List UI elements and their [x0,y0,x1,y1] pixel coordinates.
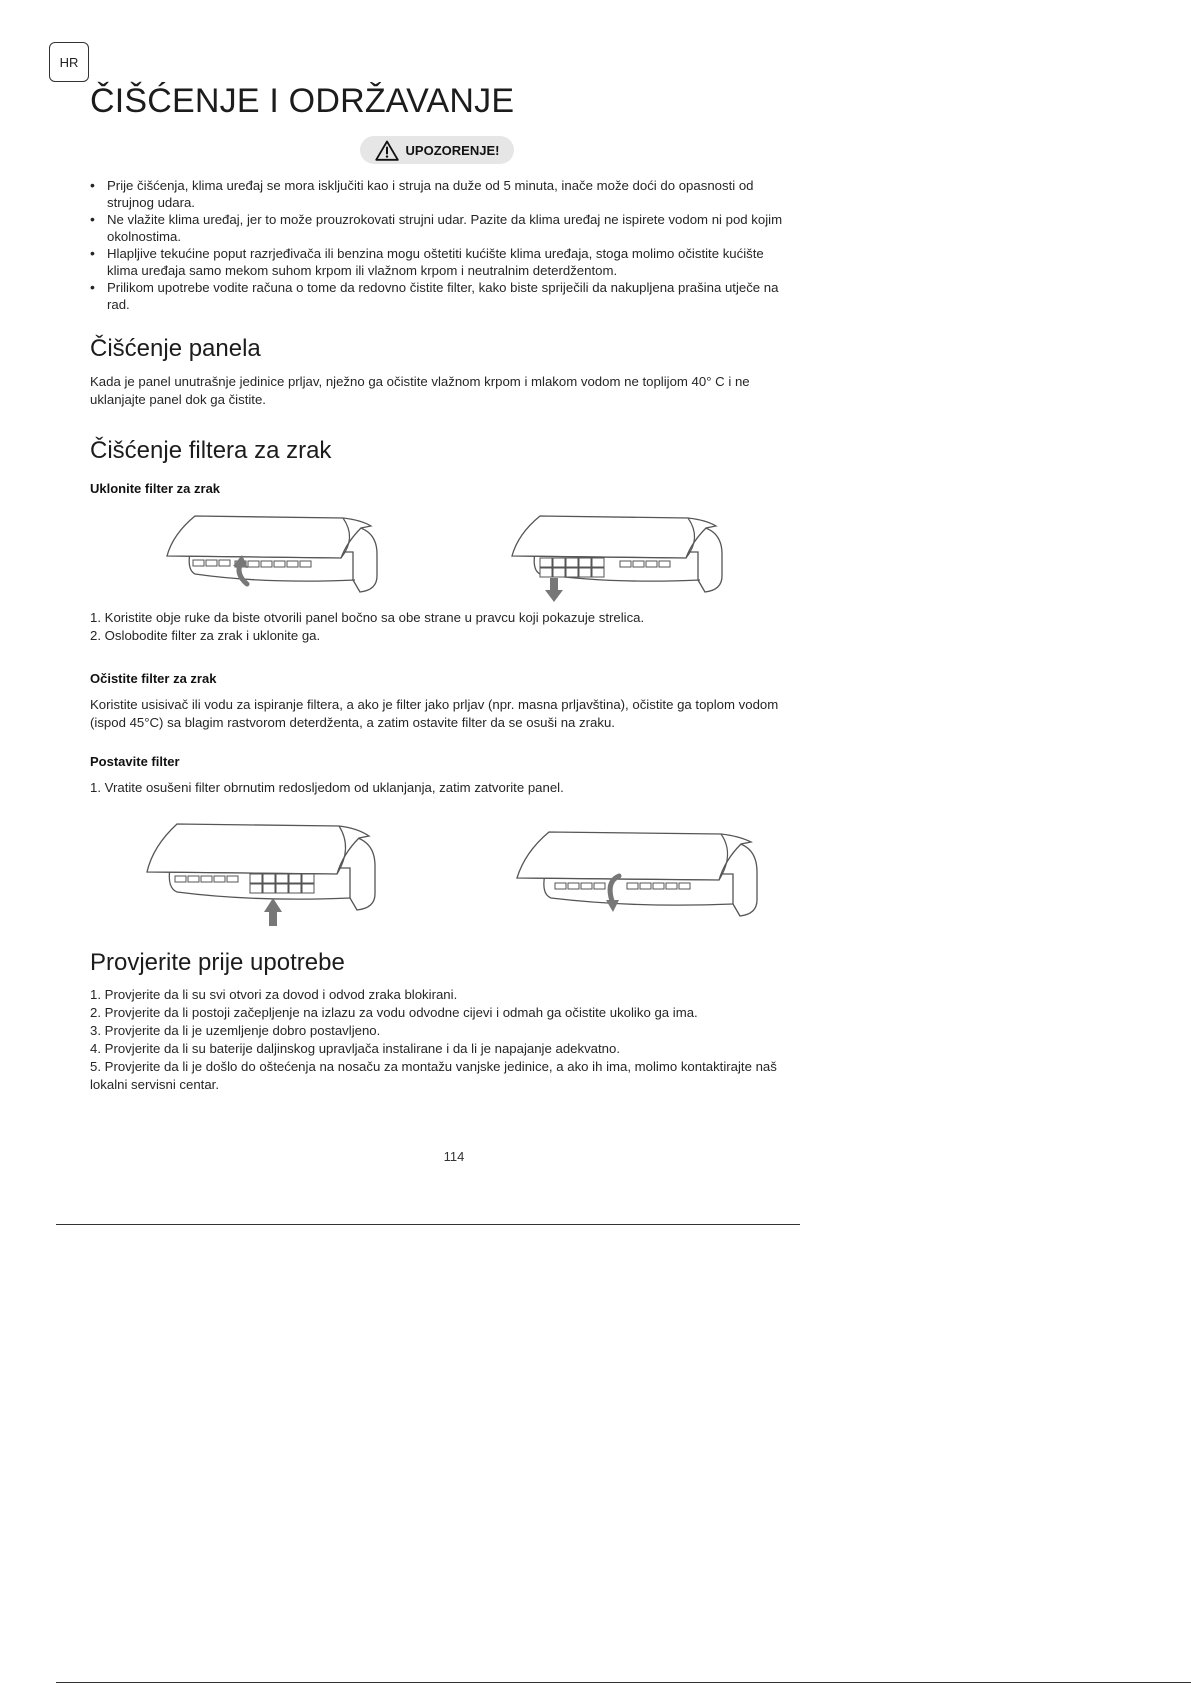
remove-filter-steps [90,609,790,645]
pre-use-check-heading: Provjerite prije upotrebe [90,949,345,976]
list-item: • Prije čišćenja, klima uređaj se mora isključiti kao i struja na duže od 5 minuta, inače može doći do opasnosti od strujnog udara. [90,177,790,211]
list-item: 1. Provjerite da li su svi otvori za dovod i odvod zraka blokirani. [90,987,458,1002]
insert-filter-illustration [145,820,380,930]
list-item: • Hlapljive tekućine poput razrjeđivača ili benzina mogu oštetiti kućište klima uređaja, stoga molimo očistite kućište klima uređaja samo mekom suhom krpom ili vlažnom krpom i neutralnim deterdžentom. [90,245,790,279]
clean-filter-subheading: Očistite filter za zrak [90,671,217,686]
warning-triangle-icon [375,140,399,161]
list-item: 2. Oslobodite filter za zrak i uklonite ga. [90,628,321,643]
warning-list [90,177,790,313]
language-badge: HR [49,42,89,82]
remove-filter-illustration [510,512,725,607]
page-title: ČIŠĆENJE I ODRŽAVANJE [90,82,515,120]
list-item: • Ne vlažite klima uređaj, jer to može prouzrokovati strujni udar. Pazite da klima uređaj ne ispirete vodom ni pod kojim okolnostima. [90,211,790,245]
open-panel-illustration [165,512,380,597]
warning-label: UPOZORENJE! [405,142,500,158]
install-filter-subheading: Postavite filter [90,754,180,769]
list-item: 5. Provjerite da li je došlo do oštećenja na nosaču za montažu vanjske jedinice, a ako ih ima, molimo kontaktirajte naš lokalni servisni centar. [90,1059,777,1092]
list-item: 3. Provjerite da li je uzemljenje dobro postavljeno. [90,1023,381,1038]
install-filter-steps [90,779,790,797]
panel-cleaning-text: Kada je panel unutrašnje jedinice prljav, nježno ga očistite vlažnom krpom i mlakom vodom ne toplijom 40° C i ne uklanjajte panel dok ga čistite. [90,374,750,407]
list-item: 4. Provjerite da li su baterije daljinskog upravljača instalirane i da li je napajanje adekvatno. [90,1041,621,1056]
warning-badge [360,136,514,164]
list-item: 1. Vratite osušeni filter obrnutim redosljedom od uklanjanja, zatim zatvorite panel. [90,780,564,795]
page-number: 114 [443,1149,465,1164]
pre-use-check-steps [90,986,790,1094]
list-item: • Prilikom upotrebe vodite računa o tome da redovno čistite filter, kako biste spriječili da nakupljena prašina utječe na rad. [90,279,790,313]
remove-filter-subheading: Uklonite filter za zrak [90,481,221,496]
filter-cleaning-heading: Čišćenje filtera za zrak [90,437,332,464]
panel-cleaning-heading: Čišćenje panela [90,335,261,362]
list-item: 1. Koristite obje ruke da biste otvorili panel bočno sa obe strane u pravcu koji pokazuje strelica. [90,610,645,625]
close-panel-illustration [515,828,760,928]
divider [56,1224,800,1225]
bottom-divider [56,1682,1191,1683]
clean-filter-text: Koristite usisivač ili vodu za ispiranje filtera, a ako je filter jako prljav (npr. masna prljavština), očistite ga toplom vodom (ispod 45°C) sa blagim rastvorom deterdženta, a zatim ostavite filter da se osuši na zraku. [90,697,779,730]
list-item: 2. Provjerite da li postoji začepljenje na izlazu za vodu odvodne cijevi i odmah ga očistite ukoliko ga ima. [90,1005,698,1020]
